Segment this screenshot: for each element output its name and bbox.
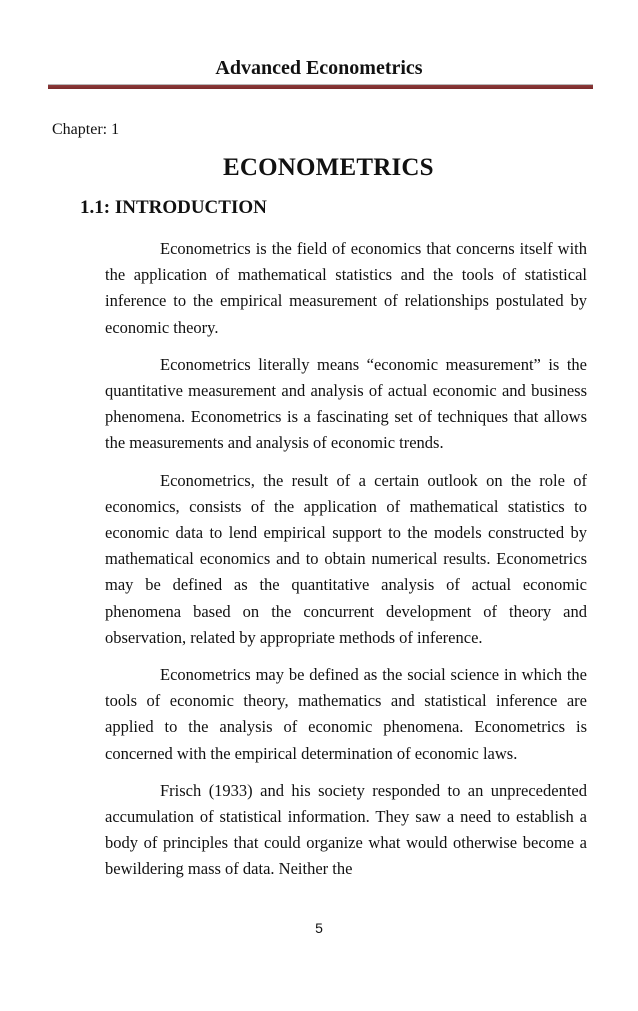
chapter-label: Chapter: 1 [52, 121, 120, 138]
paragraph-4: Econometrics may be defined as the social science in which the tools of economic theory, mathematics and statistical inference are applied to the analysis of economic phenomena. Econometrics is concerned with the empirical determination of economic laws. [105, 665, 587, 763]
chapter-title: ECONOMETRICS [223, 154, 434, 181]
paragraph-3: Econometrics, the result of a certain outlook on the role of economics, consists of the application of mathematical statistics to economic data to lend empirical support to the models constructed by mathematical economics and to obtain numerical results. Econometrics may be defined as the quantitative analysis of actual economic phenomena based on the concurrent development of theory and observation, related by appropriate methods of inference. [105, 470, 587, 647]
body-text [105, 236, 587, 894]
page-number: 5 [315, 920, 323, 936]
paragraph-2: Econometrics literally means “economic measurement” is the quantitative measurement and analysis of actual economic and business phenomena. Econometrics is a fascinating set of techniques that allows the measurements and analysis of economic trends. [105, 354, 587, 453]
running-header-title: Advanced Econometrics [215, 57, 423, 79]
header-rule [48, 84, 593, 89]
section-heading: 1.1: INTRODUCTION [80, 197, 267, 218]
paragraph-5: Frisch (1933) and his society responded to an unprecedented accumulation of statistical information. They saw a need to establish a body of principles that could organize what would otherwise become a bewildering mass of data. Neither the [105, 780, 587, 879]
paragraph-1: Econometrics is the field of economics that concerns itself with the application of mathematical statistics and the tools of statistical inference to the empirical measurement of relationships postulated by economic theory. [105, 239, 587, 337]
